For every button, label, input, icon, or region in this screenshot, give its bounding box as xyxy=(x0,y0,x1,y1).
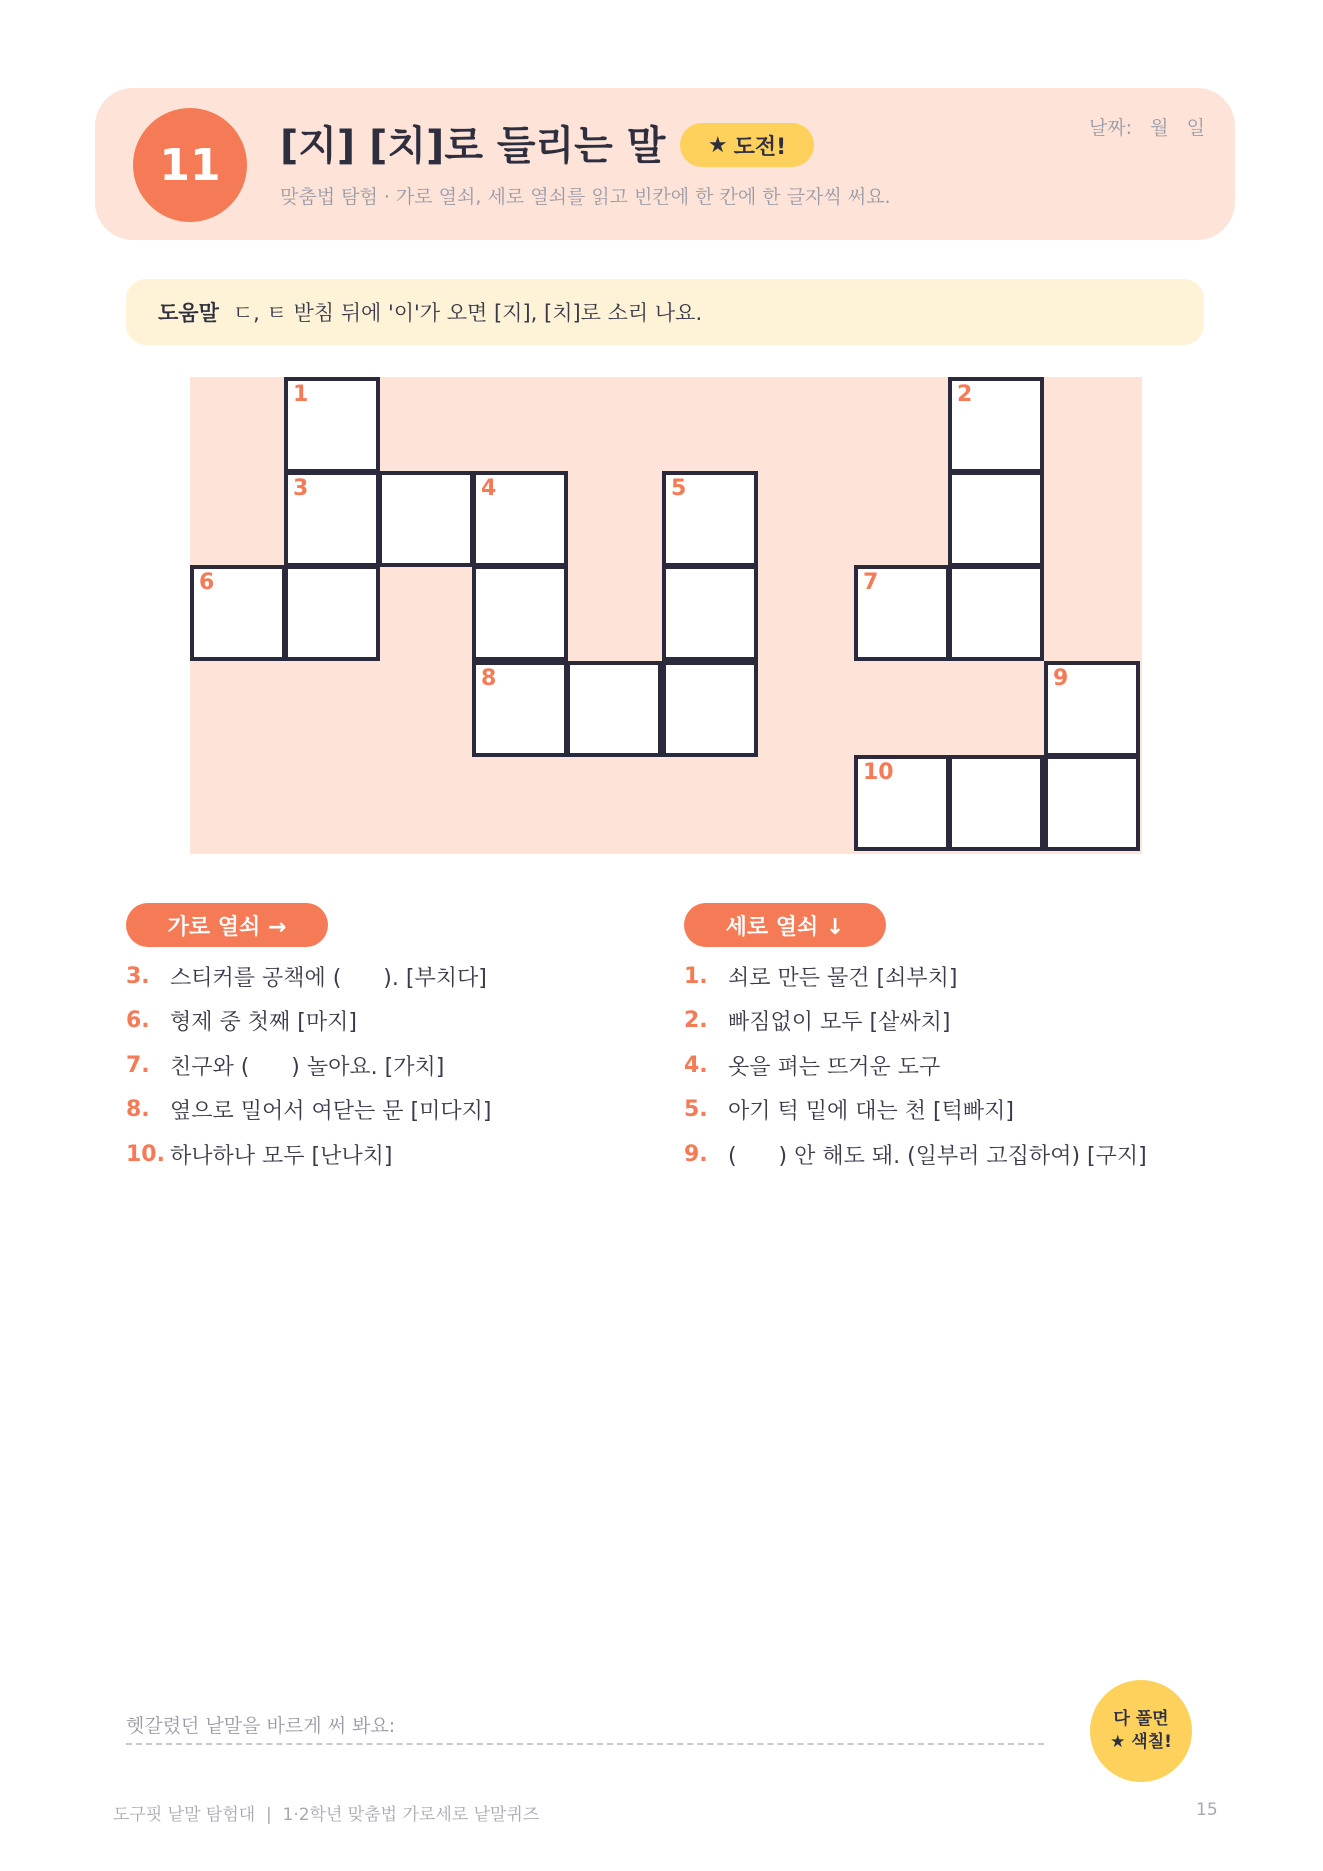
challenge-badge xyxy=(680,123,814,167)
crossword-cell[interactable] xyxy=(284,565,380,661)
crossword-cell[interactable] xyxy=(566,661,662,757)
list-item xyxy=(126,1088,646,1133)
crossword-cell[interactable] xyxy=(662,661,758,757)
list-item xyxy=(126,1043,646,1088)
done-line-1: 다 풀면 xyxy=(1113,1709,1169,1730)
done-line-2-wrap xyxy=(1110,1731,1172,1754)
clue-number: 9. xyxy=(684,1141,708,1167)
list-item xyxy=(684,1088,1244,1133)
clue-number: 1. xyxy=(684,963,708,989)
cell-number: 10 xyxy=(863,760,894,785)
page-title: [지] [치]로 들리는 말 xyxy=(280,123,666,169)
page-subtitle: 맞춤법 탐험 · 가로 열쇠, 세로 열쇠를 읽고 빈칸에 한 칸에 한 글자씩 써요. xyxy=(280,186,891,208)
cell-number: 6 xyxy=(199,570,215,595)
puzzle-number-badge: 11 xyxy=(133,108,247,222)
across-clues-heading: 가로 열쇠 → xyxy=(126,903,328,947)
down-clues-heading: 세로 열쇠 ↓ xyxy=(684,903,886,947)
write-prompt: 헷갈렸던 낱말을 바르게 써 봐요: xyxy=(126,1715,396,1737)
crossword-cell[interactable] xyxy=(378,471,474,567)
list-item xyxy=(684,1132,1244,1177)
hint-text: ㄷ, ㅌ 받침 뒤에 '이'가 오면 [지], [치]로 소리 나요. xyxy=(232,301,703,325)
across-clue-list xyxy=(126,954,646,1177)
crossword-cell[interactable] xyxy=(948,565,1044,661)
crossword-cell[interactable] xyxy=(472,471,568,567)
cell-number: 5 xyxy=(671,476,687,501)
crossword-cell[interactable] xyxy=(472,565,568,661)
done-line-2: 색칠! xyxy=(1131,1732,1172,1752)
clue-number: 10. xyxy=(126,1141,165,1167)
list-item xyxy=(126,999,646,1044)
clue-text: 빠짐없이 모두 [샅싸치] xyxy=(728,1010,951,1036)
clue-number: 5. xyxy=(684,1097,708,1123)
clue-text: 옆으로 밀어서 여닫는 문 [미다지] xyxy=(170,1099,492,1125)
crossword-cell[interactable] xyxy=(284,471,380,567)
clue-text: 하나하나 모두 [난나치] xyxy=(170,1143,393,1169)
crossword-cell[interactable] xyxy=(948,377,1044,473)
hint-label: 도움말 xyxy=(158,301,219,325)
clue-number: 8. xyxy=(126,1097,150,1123)
crossword-grid xyxy=(190,377,1142,854)
clue-text: 형제 중 첫째 [마지] xyxy=(170,1010,357,1036)
challenge-badge-label: 도전! xyxy=(733,134,787,160)
cell-number: 4 xyxy=(481,476,497,501)
date-label: 날짜: 월 일 xyxy=(1088,117,1205,139)
clue-number: 6. xyxy=(126,1008,150,1034)
cell-number: 3 xyxy=(293,476,309,501)
cell-number: 2 xyxy=(957,382,973,407)
crossword-cell[interactable] xyxy=(1044,755,1140,851)
page-header xyxy=(95,88,1235,240)
clue-text: ( ) 안 해도 돼. (일부러 고집하여) [구지] xyxy=(728,1143,1147,1169)
clue-text: 아기 턱 밑에 대는 천 [턱빠지] xyxy=(728,1099,1014,1125)
cell-number: 7 xyxy=(863,570,879,595)
clue-text: 스티커를 공책에 ( ). [부치다] xyxy=(170,965,487,991)
star-icon: ★ xyxy=(707,132,728,158)
list-item xyxy=(684,954,1244,999)
list-item xyxy=(126,954,646,999)
color-when-done-badge[interactable] xyxy=(1090,1680,1192,1782)
crossword-cell[interactable] xyxy=(854,755,950,851)
clue-text: 친구와 ( ) 놀아요. [가치] xyxy=(170,1054,445,1080)
clue-text: 쇠로 만든 물건 [쇠부치] xyxy=(728,965,958,991)
down-clue-list xyxy=(684,954,1244,1177)
crossword-cell[interactable] xyxy=(472,661,568,757)
page-number: 15 xyxy=(1196,1800,1218,1820)
crossword-cell[interactable] xyxy=(948,471,1044,567)
footer-text: 도구핏 낱말 탐험대 | 1·2학년 맞춤법 가로세로 낱말퀴즈 xyxy=(113,1805,540,1825)
clue-number: 4. xyxy=(684,1052,708,1078)
list-item xyxy=(684,999,1244,1044)
clue-number: 7. xyxy=(126,1052,150,1078)
star-icon: ★ xyxy=(1110,1732,1126,1752)
crossword-cell[interactable] xyxy=(662,565,758,661)
cell-number: 1 xyxy=(293,382,309,407)
clue-number: 3. xyxy=(126,963,150,989)
hint-box xyxy=(126,279,1204,345)
clue-text: 옷을 펴는 뜨거운 도구 xyxy=(728,1054,941,1080)
cell-number: 9 xyxy=(1053,666,1069,691)
crossword-cell[interactable] xyxy=(854,565,950,661)
clue-number: 2. xyxy=(684,1008,708,1034)
list-item xyxy=(684,1043,1244,1088)
crossword-cell[interactable] xyxy=(284,377,380,473)
cell-number: 8 xyxy=(481,666,497,691)
crossword-cell[interactable] xyxy=(948,755,1044,851)
crossword-cell[interactable] xyxy=(190,565,286,661)
writing-line[interactable] xyxy=(126,1743,1044,1745)
crossword-cell[interactable] xyxy=(662,471,758,567)
list-item xyxy=(126,1132,646,1177)
crossword-cell[interactable] xyxy=(1044,661,1140,757)
